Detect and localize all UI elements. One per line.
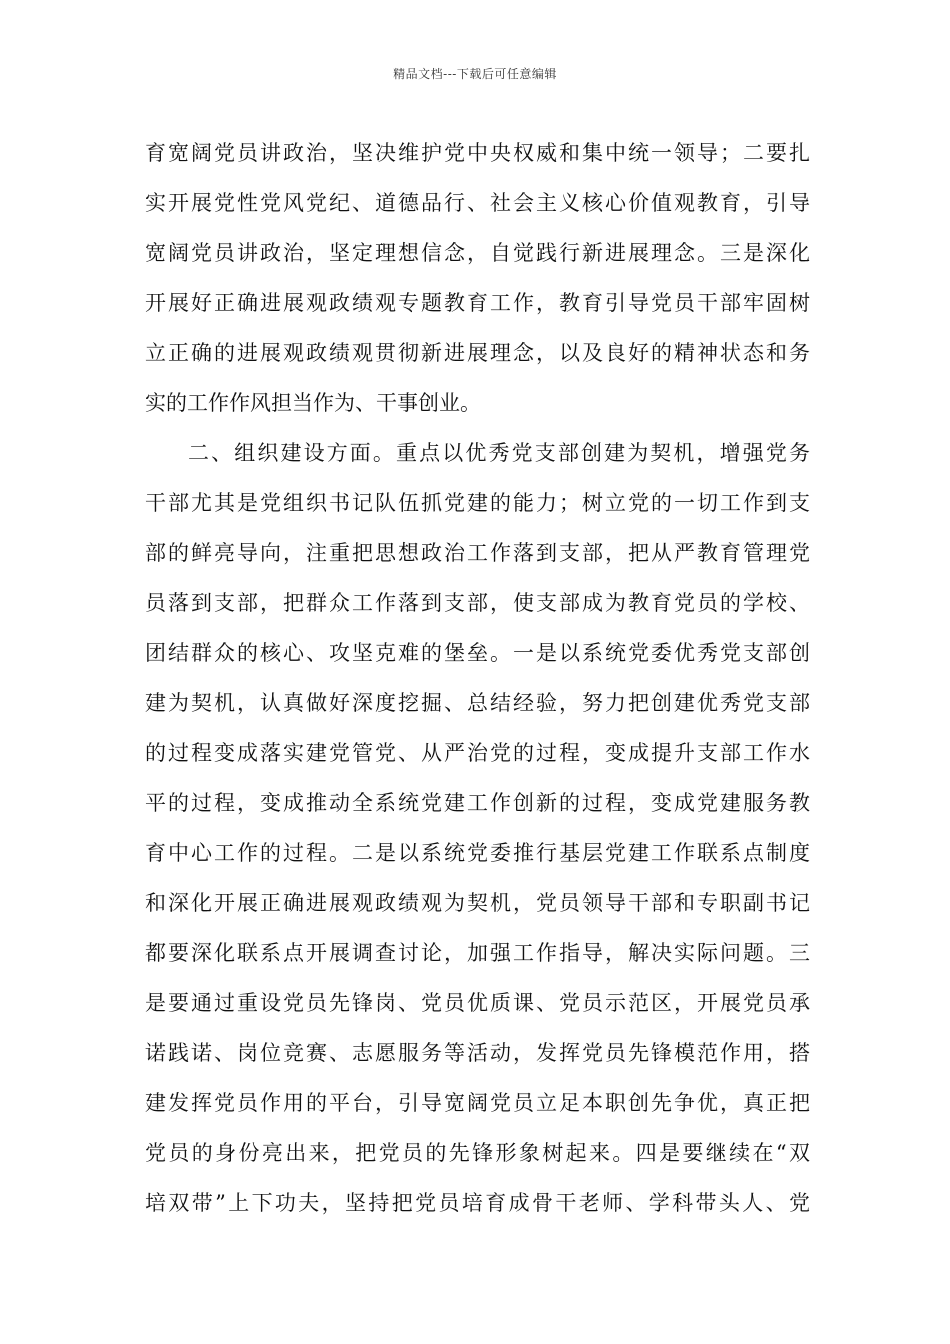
text-line: 实的工作作风担当作为、干事创业。 [145,391,481,415]
text-line: 建发挥党员作用的平台，引导宽阔党员立足本职创先争优，真正把 [145,1091,810,1115]
text-line: 实开展党性党风党纪、道德品行、社会主义核心价值观教育，引导 [145,191,810,215]
text-line: 建为契机，认真做好深度挖掘、总结经验，努力把创建优秀党支部 [145,691,810,715]
text-line: 党员的身份亮出来，把党员的先锋形象树起来。四是要继续在“双 [145,1141,810,1165]
text-line: 和深化开展正确进展观政绩观为契机，党员领导干部和专职副书记 [145,891,810,915]
text-line: 立正确的进展观政绩观贯彻新进展理念，以及良好的精神状态和务 [145,341,810,365]
text-line: 诺践诺、岗位竞赛、志愿服务等活动，发挥党员先锋模范作用，搭 [145,1041,810,1065]
text-line: 团结群众的核心、攻坚克难的堡垒。一是以系统党委优秀党支部创 [145,641,810,665]
text-line: 干部尤其是党组织书记队伍抓党建的能力；树立党的一切工作到支 [145,491,810,515]
paragraph [145,128,810,428]
text-line: 员落到支部，把群众工作落到支部，使支部成为教育党员的学校、 [145,591,810,615]
text-line: 部的鲜亮导向，注重把思想政治工作落到支部，把从严教育管理党 [145,541,810,565]
paragraph [145,428,810,1228]
text-line: 培双带”上下功夫，坚持把党员培育成骨干老师、学科带头人、党 [145,1191,810,1215]
text-line: 育宽阔党员讲政治，坚决维护党中央权威和集中统一领导；二要扎 [145,141,810,165]
text-line: 都要深化联系点开展调查讨论，加强工作指导，解决实际问题。三 [145,941,810,965]
text-line: 平的过程，变成推动全系统党建工作创新的过程，变成党建服务教 [145,791,810,815]
page-header: 精品文档---下载后可任意编辑 [393,67,557,81]
text-line: 的过程变成落实建党管党、从严治党的过程，变成提升支部工作水 [145,741,810,765]
text-line: 开展好正确进展观政绩观专题教育工作，教育引导党员干部牢固树 [145,291,810,315]
text-line: 二、组织建设方面。重点以优秀党支部创建为契机，增强党务 [188,441,810,465]
text-line: 育中心工作的过程。二是以系统党委推行基层党建工作联系点制度 [145,841,810,865]
document-body [145,128,810,1228]
text-line: 宽阔党员讲政治，坚定理想信念，自觉践行新进展理念。三是深化 [145,241,810,265]
text-line: 是要通过重设党员先锋岗、党员优质课、党员示范区，开展党员承 [145,991,810,1015]
